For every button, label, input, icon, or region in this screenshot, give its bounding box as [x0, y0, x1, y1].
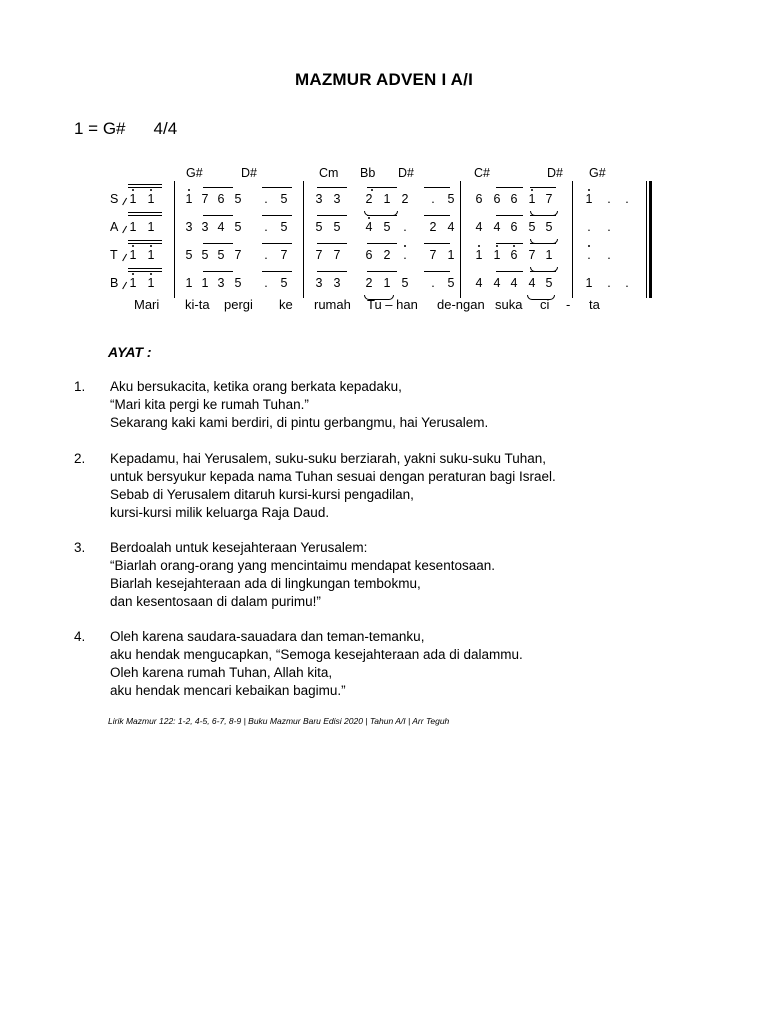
score-note: 1: [383, 192, 391, 206]
octave-dot: [513, 245, 515, 247]
time-signature: 4/4: [153, 119, 178, 138]
eighth-beam: [317, 187, 347, 188]
part-label-a: A: [110, 220, 119, 234]
eighth-beam: [424, 271, 450, 272]
chord-symbol: D#: [398, 166, 414, 180]
note-tie: [530, 267, 558, 272]
verse-line: “Biarlah orang-orang yang mencintaimu mendapat kesentosaan.: [110, 558, 495, 573]
score-note: 1: [129, 220, 137, 234]
score-note: 1: [585, 192, 593, 206]
chord-symbol: G#: [186, 166, 203, 180]
lyric-syllable: ke: [279, 297, 293, 312]
score-note: 6: [217, 192, 225, 206]
score-note: 3: [315, 276, 323, 290]
score-note: .: [264, 192, 268, 206]
final-bar-line-thick: [649, 181, 652, 298]
octave-dot: [496, 245, 498, 247]
chord-symbol: Bb: [360, 166, 376, 180]
score-note: 4: [528, 276, 536, 290]
eighth-beam: [203, 243, 233, 244]
octave-dot: [132, 245, 134, 247]
chord-symbol: Cm: [319, 166, 339, 180]
score-note: 1: [129, 276, 137, 290]
part-label-b: B: [110, 276, 119, 290]
score-note: 3: [201, 220, 209, 234]
octave-dot: [150, 245, 152, 247]
eighth-beam: [496, 187, 523, 188]
score-note: .: [625, 276, 629, 290]
score-note: .: [403, 220, 407, 234]
lyric-syllable: pergi: [224, 297, 253, 312]
bar-line: [460, 181, 461, 298]
note-tie: [364, 211, 398, 216]
score-note: 5: [447, 276, 455, 290]
score-note: 1: [447, 248, 455, 262]
eighth-beam: [496, 215, 523, 216]
octave-dot: [368, 217, 370, 219]
score-note: 7: [201, 192, 209, 206]
eighth-beam: [424, 243, 450, 244]
score-note: .: [607, 276, 611, 290]
lyric-syllable: -: [566, 297, 571, 312]
octave-dot: [371, 189, 373, 191]
verse-line: Kepadamu, hai Yerusalem, suku-suku berziarah, yakni suku-suku Tuhan,: [110, 451, 547, 466]
score-note: 2: [365, 276, 373, 290]
score-note: 4: [493, 220, 501, 234]
chord-symbol: G#: [589, 166, 606, 180]
score-note: 3: [333, 276, 341, 290]
lyric-syllable: ci: [540, 297, 550, 312]
score-note: 5: [315, 220, 323, 234]
verse-line: Oleh karena saudara-sauadara dan teman-temanku,: [110, 629, 425, 644]
score-note: 5: [234, 220, 242, 234]
note-tie: [530, 239, 558, 244]
score-note: 2: [401, 192, 409, 206]
verse-number: 3.: [74, 540, 86, 555]
score-note: 4: [447, 220, 455, 234]
bar-line: [303, 181, 304, 298]
eighth-beam: [203, 215, 233, 216]
score-note: 1: [185, 276, 193, 290]
score-note: 3: [217, 276, 225, 290]
eighth-beam: [367, 187, 397, 188]
score-note: 1: [147, 220, 155, 234]
score-note: 2: [429, 220, 437, 234]
octave-dot: [588, 189, 590, 191]
score-note: .: [403, 248, 407, 262]
score-note: 5: [401, 276, 409, 290]
octave-dot: [478, 245, 480, 247]
score-note: .: [587, 248, 591, 262]
score-note: 2: [365, 192, 373, 206]
score-note: 1: [528, 192, 536, 206]
key-signature: [74, 119, 177, 139]
score-note: 7: [528, 248, 536, 262]
score-note: .: [264, 248, 268, 262]
eighth-beam: [128, 243, 162, 244]
chord-symbol: D#: [241, 166, 257, 180]
score-note: .: [607, 220, 611, 234]
score-note: 4: [217, 220, 225, 234]
score-note: 6: [510, 220, 518, 234]
lyric-syllable: rumah: [314, 297, 351, 312]
score-note: 1: [147, 276, 155, 290]
score-note: 5: [333, 220, 341, 234]
eighth-beam: [128, 268, 162, 269]
octave-dot: [188, 189, 190, 191]
score-note: 5: [201, 248, 209, 262]
score-note: 3: [185, 220, 193, 234]
score-note: 5: [217, 248, 225, 262]
lyric-syllable: Tu – han: [367, 297, 418, 312]
chord-symbol: C#: [474, 166, 490, 180]
eighth-beam: [262, 243, 292, 244]
page-title: MAZMUR ADVEN I A/I: [295, 70, 473, 89]
eighth-beam: [262, 271, 292, 272]
eighth-beam: [128, 271, 162, 272]
eighth-beam: [367, 243, 397, 244]
score-note: 6: [510, 192, 518, 206]
eighth-beam: [128, 187, 162, 188]
octave-dot: [404, 245, 406, 247]
score-note: 7: [234, 248, 242, 262]
eighth-beam: [262, 215, 292, 216]
eighth-beam: [496, 271, 523, 272]
score-note: 3: [315, 192, 323, 206]
score-note: 5: [234, 276, 242, 290]
eighth-beam: [496, 243, 523, 244]
verse-line: Sekarang kaki kami berdiri, di pintu gerbangmu, hai Yerusalem.: [110, 415, 489, 430]
score-note: 1: [129, 192, 137, 206]
score-note: 1: [147, 248, 155, 262]
eighth-beam: [203, 271, 233, 272]
verse-line: kursi-kursi milik keluarga Raja Daud.: [110, 505, 330, 520]
bar-line: [572, 181, 573, 298]
final-bar-line: [646, 181, 647, 298]
chord-symbol: D#: [547, 166, 563, 180]
score-note: 1: [493, 248, 501, 262]
score-note: 6: [493, 192, 501, 206]
score-note: 7: [333, 248, 341, 262]
eighth-beam: [128, 240, 162, 241]
score-note: 7: [280, 248, 288, 262]
octave-dot: [588, 245, 590, 247]
note-tie: [530, 211, 558, 216]
verse-number: 2.: [74, 451, 86, 466]
eighth-beam: [128, 215, 162, 216]
score-note: 1: [147, 192, 155, 206]
eighth-beam: [424, 215, 450, 216]
score-note: 1: [185, 192, 193, 206]
eighth-beam: [317, 271, 347, 272]
score-note: 1: [545, 248, 553, 262]
score-note: 3: [333, 192, 341, 206]
verse-line: dan kesentosaan di dalam purimu!”: [110, 594, 321, 609]
score-note: 5: [383, 220, 391, 234]
score-note: 4: [493, 276, 501, 290]
score-note: 5: [280, 220, 288, 234]
key-label: 1 = G#: [74, 119, 126, 138]
verse-number: 1.: [74, 379, 86, 394]
score-note: 7: [545, 192, 553, 206]
score-note: 6: [475, 192, 483, 206]
score-note: 6: [365, 248, 373, 262]
verse-line: aku hendak mengucapkan, “Semoga kesejahteraan ada di dalammu.: [110, 647, 523, 662]
verse-line: “Mari kita pergi ke rumah Tuhan.”: [110, 397, 309, 412]
score-note: .: [607, 248, 611, 262]
octave-dot: [531, 189, 533, 191]
octave-dot: [132, 189, 134, 191]
score-note: 5: [545, 276, 553, 290]
verse-line: Oleh karena rumah Tuhan, Allah kita,: [110, 665, 333, 680]
lyric-syllable: suka: [495, 297, 523, 312]
bar-line: [174, 181, 175, 298]
ayat-heading: AYAT :: [108, 344, 152, 360]
score-note: 6: [510, 248, 518, 262]
score-note: 5: [185, 248, 193, 262]
eighth-beam: [367, 271, 397, 272]
score-note: .: [264, 276, 268, 290]
score-note: 7: [315, 248, 323, 262]
verse-number: 4.: [74, 629, 86, 644]
score-note: .: [431, 276, 435, 290]
eighth-beam: [317, 215, 347, 216]
score-note: .: [607, 192, 611, 206]
score-note: .: [264, 220, 268, 234]
score-note: 5: [528, 220, 536, 234]
score-note: 1: [201, 276, 209, 290]
lyric-syllable: Mari: [134, 297, 160, 312]
score-note: 4: [475, 220, 483, 234]
octave-dot: [132, 273, 134, 275]
score-note: .: [625, 192, 629, 206]
verse-line: Sebab di Yerusalem ditaruh kursi-kursi pengadilan,: [110, 487, 414, 502]
eighth-beam: [530, 187, 556, 188]
score-note: .: [587, 220, 591, 234]
verse-line: Berdoalah untuk kesejahteraan Yerusalem:: [110, 540, 368, 555]
eighth-beam: [262, 187, 292, 188]
score-note: 1: [585, 276, 593, 290]
score-note: 1: [129, 248, 137, 262]
lyric-syllable: ki-ta: [185, 297, 210, 312]
score-note: 5: [545, 220, 553, 234]
verse-line: Biarlah kesejahteraan ada di lingkungan tembokmu,: [110, 576, 421, 591]
score-note: 7: [429, 248, 437, 262]
score-note: 1: [475, 248, 483, 262]
score-note: 4: [365, 220, 373, 234]
score-note: 5: [234, 192, 242, 206]
score-note: 5: [280, 192, 288, 206]
score-note: 5: [447, 192, 455, 206]
eighth-beam: [317, 243, 347, 244]
verse-line: untuk bersyukur kepada nama Tuhan sesuai dengan peraturan bagi Israel.: [110, 469, 556, 484]
score-note: 4: [510, 276, 518, 290]
score-note: .: [431, 192, 435, 206]
lyric-syllable: ta: [589, 297, 600, 312]
eighth-beam: [128, 184, 162, 185]
octave-dot: [150, 189, 152, 191]
eighth-beam: [424, 187, 450, 188]
part-label-s: S: [110, 192, 119, 206]
part-label-t: T: [110, 248, 118, 262]
octave-dot: [150, 273, 152, 275]
score-note: 2: [383, 248, 391, 262]
eighth-beam: [203, 187, 233, 188]
footer-credits: Lirik Mazmur 122: 1-2, 4-5, 6-7, 8-9 | Buku Mazmur Baru Edisi 2020 | Tahun A/I | Arr Teguh: [108, 716, 450, 726]
eighth-beam: [128, 212, 162, 213]
score-note: 1: [383, 276, 391, 290]
score-note: 5: [280, 276, 288, 290]
verse-line: aku hendak mencari kebaikan bagimu.”: [110, 683, 346, 698]
verse-line: Aku bersukacita, ketika orang berkata kepadaku,: [110, 379, 402, 394]
lyric-syllable: de-ngan: [437, 297, 485, 312]
score-note: 4: [475, 276, 483, 290]
